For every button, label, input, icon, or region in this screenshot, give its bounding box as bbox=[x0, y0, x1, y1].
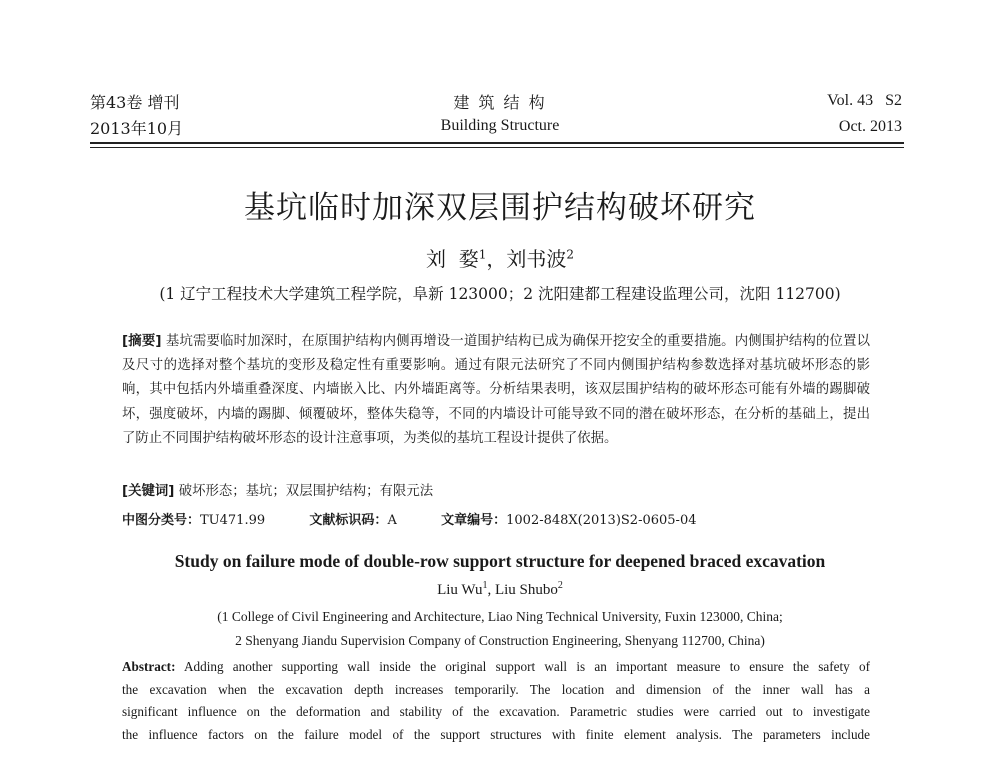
affiliation-cn: (1 辽宁工程技术大学建筑工程学院，阜新 123000；2 沈阳建都工程建设监理公司，沈阳 112700) bbox=[159, 285, 841, 303]
abstract-cn-text: 基坑需要临时加深时，在原围护结构内侧再增设一道围护结构已成为确保开挖安全的重要措施。内侧围护结构的位置以及尺寸的选择对整个基坑的变形及稳定性有重要影响。通过有限元法研究了不同内侧围护结构参数选择对基坑破坏形态的影响，其中包括内外墙重叠深度、内墙嵌入比、内外墙距离等。分析结果表明，该双层围护结构的破坏形态可能有外墙的踢脚破坏，强度破坏，内墙的踢脚、倾覆破坏，整体失稳等，不同的内墙设计可能导致不同的潜在破坏形态，在分析的基础上，提出了防止不同围护结构破坏形态的设计注意事项，为类似的基坑工程设计提供了依据。 bbox=[122, 334, 870, 446]
author-1-en: Liu Wu bbox=[437, 582, 483, 598]
article-no-value: 1002-848X(2013)S2-0605-04 bbox=[506, 513, 697, 528]
author-1-en-affil-mark: 1 bbox=[482, 580, 488, 591]
journal-volume-cn: 第43卷 增刊 bbox=[90, 93, 180, 112]
clc-value: TU471.99 bbox=[200, 513, 266, 528]
author-2-cn: 刘书波 bbox=[506, 247, 567, 271]
journal-date-cn: 2013年10月 bbox=[90, 119, 184, 138]
abstract-en bbox=[122, 656, 870, 746]
journal-name-cn: 建 筑 结 构 bbox=[453, 93, 547, 112]
header-rule-thin bbox=[90, 147, 904, 148]
author-1-cn: 刘 婺 bbox=[426, 247, 479, 271]
abstract-en-line-1 bbox=[122, 656, 870, 679]
doc-code-value: A bbox=[387, 513, 397, 528]
article-no-label: 文章编号： bbox=[441, 513, 507, 528]
abstract-cn-label: [摘要] bbox=[122, 334, 162, 349]
paper-title-en: Study on failure mode of double-row support structure for deepened braced excavation bbox=[174, 551, 826, 571]
affiliation-en-line-2: 2 Shenyang Jiandu Supervision Company of Construction Engineering, Shenyang 112700, China) bbox=[235, 633, 765, 648]
authors-cn bbox=[0, 243, 1000, 272]
abstract-en-line-4: the influence factors on the failure model of the support structures with finite element analysis. The parameters include bbox=[122, 726, 870, 742]
abstract-en-label: Abstract: bbox=[122, 659, 176, 674]
keywords-cn-text: 破坏形态；基坑；双层围护结构；有限元法 bbox=[178, 484, 434, 499]
journal-volume-en: Vol. 43 S2 bbox=[827, 92, 902, 109]
author-2-en: Liu Shubo bbox=[494, 582, 558, 598]
doc-code-label: 文献标识码： bbox=[309, 513, 388, 528]
authors-en bbox=[0, 580, 1000, 599]
journal-date-en: Oct. 2013 bbox=[838, 118, 902, 135]
author-separator: ， bbox=[486, 247, 507, 271]
header-rule-thick bbox=[90, 142, 904, 144]
abstract-en-line-1-text: Adding another supporting wall inside the original support wall is an important measure to ensure the safety of bbox=[184, 659, 870, 674]
paper-title-cn: 基坑临时加深双层围护结构破坏研究 bbox=[244, 190, 756, 226]
clc-label: 中图分类号： bbox=[122, 513, 201, 528]
classification-line bbox=[122, 509, 697, 528]
keywords-cn bbox=[122, 480, 870, 504]
affiliation-en-line-1: (1 College of Civil Engineering and Architecture, Liao Ning Technical University, Fuxin 123000, China; bbox=[217, 609, 783, 624]
abstract-en-line-3: significant influence on the deformation and stability of the excavation. Parametric studies were carried out to investigate bbox=[122, 704, 870, 719]
journal-name-en: Building Structure bbox=[440, 117, 560, 134]
author-en-separator: , bbox=[487, 582, 495, 598]
author-2-affil-mark: 2 bbox=[566, 247, 574, 262]
keywords-cn-label: [关键词] bbox=[122, 484, 175, 499]
abstract-en-line-2: the excavation when the excavation depth increases temporarily. The location and dimension of the inner wall has a bbox=[122, 681, 870, 697]
author-2-en-affil-mark: 2 bbox=[557, 580, 563, 591]
author-1-affil-mark: 1 bbox=[478, 247, 487, 262]
abstract-cn bbox=[122, 330, 870, 451]
